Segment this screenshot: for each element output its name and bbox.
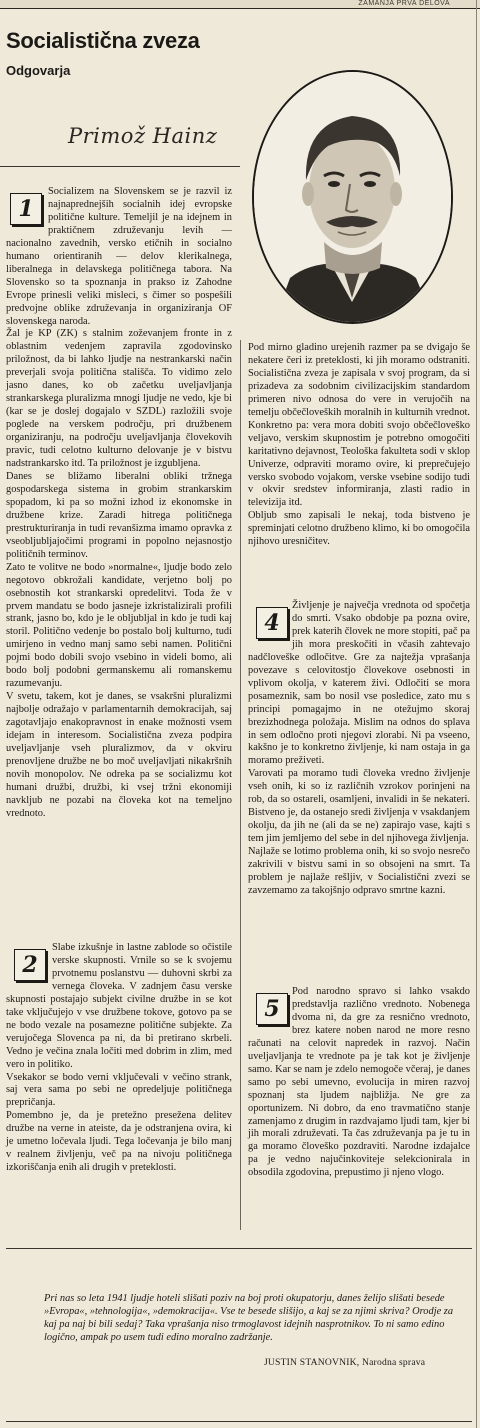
section-2-paragraph: Vsekakor se bodo verni vključevali v večino strank, saj vera sama po sebi ne opredeljuje političnega prepričanja. xyxy=(6,1071,232,1109)
section-number-1: 1 xyxy=(10,193,42,225)
section-1-paragraph: V svetu, takem, kot je danes, se vsakršni pluralizmi najbolje odražajo v parlamentarnih demokracijah, saj zagotavljajo enakopravnost in enake možnosti vsem idejam in interesom. Socialistična zveza podpira uveljavljanje vseh pluralizmov, da v okviru prenovljene družbe ne bo moč uveljavljati nikakršnih novih monopolov. Ne odreka pa se socializmu kot humani družbi, družbi, ki vsej tržni ekonomiji navkljub ne pozabi na človeka kot na temeljno vrednoto. xyxy=(6,691,232,819)
numbox-spacer xyxy=(6,942,52,984)
section-3-paragraph: Obljub smo zapisali le nekaj, toda bistveno je spreminjati celotno družbeno klimo, ki bo omogočila njihovo uresničitev. xyxy=(248,510,470,548)
section-1-paragraph: Danes se bližamo liberalni obliki tržnega gospodarskega sistema in grobim strankarskim spopadom, ki pa so možni izhod iz ekonomske in družbene krize. Zaradi hitrega političnega prestrukturiranja in tudi revanšizma imamo opravka z vseobljubljajočimi programi in popolno nejasnostjo političnih terminov. xyxy=(6,470,232,560)
section-number-4: 4 xyxy=(256,607,288,639)
numbox-spacer xyxy=(248,986,292,1028)
section-2 xyxy=(6,942,232,1175)
section-4-paragraph: Življenje je največja vrednota od spočetja do smrti. Vsako obdobje pa pozna ovire, prek katerih človek ne more stopiti, pač pa jih mora preskočiti in včasih zahtevajo nadčloveške odločitve. Gre za najtežja vprašanja povezave s celovitostjo človekove osebnosti in vplivom okolja, v katerem živi. Odločiti se mora posameznik, sam bo nosil vse posledice, zato mu s principi pomagajmo in ne otežujmo skoraj brezizhodnega položaja. Mislim na odnos do splava in sem odločno proti njegovi zlorabi. Ni pa vseeno, kakšno je to konkretno življenje, ki nam ostaja in ga moramo preživeti. xyxy=(248,600,470,767)
section-1-paragraph: Zato te volitve ne bodo »normalne«, ljudje bodo zelo negotovo obkrožali kandidate, verjetno bolj po osebnostih kot strankarski opredelitvi. Toda že v prvem mandatu se bodo jasneje izkristalizirali profili strank, jasno bo, kdo je le obljubljal in kdo je tudi kaj storil. Politično vedenje bo postalo bolj kulturno, tudi umirjeno in vedno manj samo sebi namen. Politični pojmi bodo dobili svojo vsebino in videli bomo, ali bodo bolj podobni germanskemu ali romanskemu razumevanju. xyxy=(6,561,232,690)
section-2-paragraph: Pomembno je, da je pretežno presežena delitev družbe na verne in ateiste, da je odstranjena ovira, ki je umetno ločevala ljudi. Tega ločevanja je bilo manj v realnem življenju, več pa na nivoju političnega izkoriščanja enih ali drugih v preteklosti. xyxy=(6,1110,232,1174)
numbox-spacer xyxy=(248,600,292,642)
top-rule xyxy=(0,8,480,9)
column-divider xyxy=(240,340,241,1230)
section-1-paragraph: Socializem na Slovenskem se je razvil iz najnaprednejših socialnih idej evropske politične kulture. Temeljil je na idejnem in praktičnem združevanju levih — nacionalno zavednih, versko etičnih in socialno humano orientiranih — delov klerikalnega, liberalnega in delavskega političnega tabora. Na Slovensko so ta spoznanja in prakso iz Zahodne Evrope prinesli veliki misleci, s čimer so pospešili predvojne oblike združevanja in organiziranja OF slovenskega naroda. xyxy=(6,186,232,327)
section-2-paragraph: Slabe izkušnje in lastne zablode so očistile verske skupnosti. Vrnile so se k svojemu prvotnemu poslanstvu — duhovni skrbi za vernega človeka. V zadnjem času verske skupnosti postajajo subjekt civilne družbe in se kot take vključujejo v vse družbene tokove, gotovo pa se ne bodo vezale na posamezne politične subjekte. Za verujočega Slovenca pa ni, da bi pretirano skrbeli. Vedno je večina znala ločiti med dobrim in zlim, med vero in politiko. xyxy=(6,942,232,1070)
section-3-paragraph: Pod mirno gladino urejenih razmer pa se dvigajo še nekatere čeri iz preteklosti, ki jih moramo odstraniti. Socialistična zveza je zapisala v svoj program, da si prizadeva za sodobnim civilizacijskim standardom primeren nivo odnosa do vere in verujočih na temelju občečloveških moralnih in kulturnih vrednot. Konkretno pa: vera mora dobiti svojo občečloveško veljavo, verskim skupnostim je potrebno omogočiti karitativno dejavnost, Teološka fakulteta sodi v sklop Univerze, odpraviti moramo ovire, ki preprečujejo versko svobodo vojakom, verske vsebine sodijo tudi v okvir sredstev informiranja, zlasti radio in televizija itd. xyxy=(248,342,470,509)
section-5 xyxy=(248,986,470,1180)
section-3 xyxy=(248,342,470,549)
author-rule xyxy=(0,166,240,167)
section-5-paragraph: Pod narodno spravo si lahko vsakdo predstavlja različno vrednoto. Nobenega dvoma ni, da gre za resnično vrednoto, brez katere noben narod ne more resno računati na celovit napredek in razvoj. Način uveljavljanja te vrednote pa je tak kot je življenje samo. Kar se nam je zdelo nemogoče včeraj, je danes samo po sebi umevno, evolucija in miren razvoj spoznanj sta ljudem najbližja. Ne gre za oportunizem. Ni dobro, da eno travmatično stanje zamenjamo z drugim in razdvajamo ljudi tam, kjer bi jih morali združevati. Ta čas združevanja pa je tu in ga moramo človeško pozdraviti. Narodne izdajalce pa je vedno najučinkoviteje selekcionirala in obsodila zgodovina, prepustimo ji njeno vlogo. xyxy=(248,986,470,1179)
section-4 xyxy=(248,600,470,898)
section-1-paragraph: Žal je KP (ZK) s stalnim zoževanjem fronte in z oblastnim vedenjem zapravila zgodovinsko priložnost, da bi lahko ljudje na nestrankarski način preverjali svoja politična stališča. To vidimo zelo jasno danes, ko ob začetku uveljavljanja strankarskega pluralizma mnogi ljudje ne vedo, kje bi (kar se je doslej dogajalo v SZDL) razložili svoje poglede na verskem področju, pri družbenem organiziranju, na področju uveljavljanja človekovih pravic, tudi celotno kulturno delovanje je v bistvu nadstrankarsko itd. Ta priložnost je izgubljena. xyxy=(6,328,232,470)
page-edge xyxy=(476,0,477,1428)
author-portrait xyxy=(252,70,453,324)
quote-text: Pri nas so leta 1941 ljudje hoteli slišati poziv na boj proti okupatorju, danes želijo slišati besede »Evropa«, »tehnologija«, »demokracija«. Vse te besede slišijo, a kaj se za njimi skriva? Orodje za kaj pa naj bi bili sedaj? Taka vprašanja niso trmoglavost idejnih nasprotnikov. To ni samo edino logično, ampak po usem tudi edino moralno zadržanje. xyxy=(44,1293,454,1343)
section-1 xyxy=(6,186,232,821)
section-number-5: 5 xyxy=(256,993,288,1025)
section-4-paragraph: Najlaže se lotimo problema onih, ki so svojo nesrečo zakrivili v bistvu sami in so obsojeni na smrt. Ta problem je najlaže rešljiv, v Socialistični zvezi se zavzemamo za takojšnjo odpravo smrtne kazni. xyxy=(248,846,470,896)
section-4-paragraph: Varovati pa moramo tudi človeka vredno življenje vseh onih, ki so iz različnih vzrokov porinjeni na rob, da so ostareli, osamljeni, invalidi in še nekateri. Bistveno je, da ostanejo sredi življenja v vsakdanjem okolju, da jih ne (ali da se ne) zapirajo vase, kajti s tem jim jemljemo del sebe in del njihovega življenja. xyxy=(248,768,470,845)
portrait-image xyxy=(254,72,451,322)
section-number-2: 2 xyxy=(14,949,46,981)
page-subtitle: Odgovarja xyxy=(6,63,71,78)
author-signature: Primož Hainz xyxy=(68,124,218,148)
header-tag: ZAMANJA PRVA DELOVA xyxy=(358,0,450,7)
numbox-spacer xyxy=(6,186,48,226)
page-title: Socialistična zveza xyxy=(6,28,200,53)
quote-author: JUSTIN STANOVNIK, Narodna sprava xyxy=(264,1357,426,1368)
